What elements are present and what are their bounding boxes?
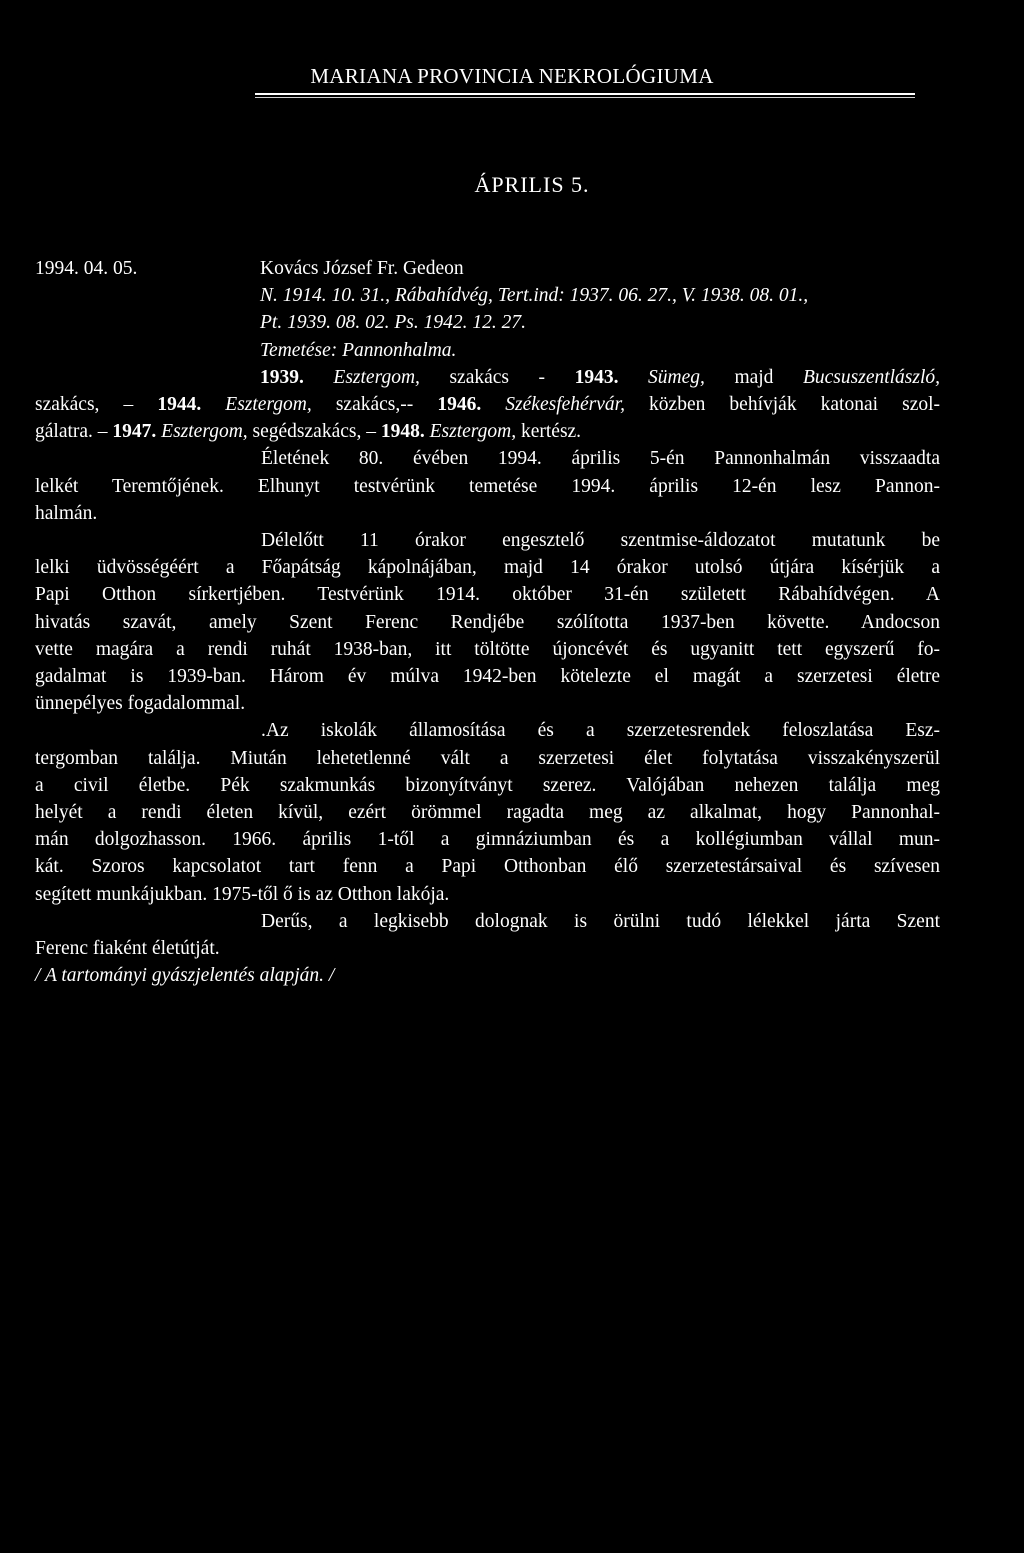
paragraph-3-line: .Az iskolák államosítása és a szerzetesrendek feloszlatása Esz- [261, 720, 940, 742]
paragraph-3-line: segített munkájukban. 1975-től ő is az Otthon lakója. [35, 883, 450, 905]
necrology-entry [35, 255, 940, 989]
person-name: Kovács József Fr. Gedeon [260, 258, 464, 279]
paragraph-2-line: gadalmat is 1939-ban. Három év múlva 1942-ben kötelezte el magát a szerzetesi életre [35, 666, 940, 688]
paragraph-3-line: a civil életbe. Pék szakmunkás bizonyítványt szerez. Valójában nehezen találja meg [35, 774, 940, 796]
paragraph-3-line: tergomban találja. Miután lehetetlenné vált a szerzetesi élet folytatása visszakényszerül [35, 747, 940, 769]
paragraph-3-line: mán dolgozhasson. 1966. április 1-től a gimnáziumban és a kollégiumban vállal mun- [35, 829, 940, 851]
date-heading: ÁPRILIS 5. [474, 172, 590, 197]
header-rule [255, 93, 915, 95]
paragraph-2-line: Délelőtt 11 órakor engesztelő szentmise-áldozatot mutatunk be [261, 530, 940, 552]
paragraph-2-line: vette magára a rendi ruhát 1938-ban, itt töltötte újoncévét és ugyanitt tett egyszerű fo- [35, 638, 940, 660]
paragraph-1-line: lelkét Teremtőjének. Elhunyt testvérünk temetése 1994. április 12-én lesz Pannon- [35, 475, 940, 497]
paragraph-3-line: kát. Szoros kapcsolatot tart fenn a Papi Otthonban élő szerzetestársaival és szívesen [35, 856, 940, 878]
paragraph-2-line: Papi Otthon sírkertjében. Testvérünk 1914. október 31-én született Rábahídvégen. A [35, 584, 940, 606]
paragraph-2-line: lelki üdvösségéért a Főapátság kápolnájában, majd 14 órakor utolsó útjára kísérjük a [35, 557, 940, 579]
header-rule-thin [255, 97, 915, 98]
source-note: / A tartományi gyászjelentés alapján. / [35, 965, 335, 987]
career-line-1: 1939. Esztergom, szakács - 1943. Sümeg, majd Bucsuszentlászló, [260, 366, 941, 388]
paragraph-1-line: Életének 80. évében 1994. április 5-én Pannonhalmán visszaadta [261, 448, 940, 470]
paragraph-2-line: ünnepélyes fogadalommal. [35, 693, 246, 715]
biographical-data-line-2: Pt. 1939. 08. 02. Ps. 1942. 12. 27. [260, 312, 526, 334]
running-header: MARIANA PROVINCIA NEKROLÓGIUMA [310, 64, 714, 88]
death-date: 1994. 04. 05. [35, 258, 138, 279]
paragraph-3-line: helyét a rendi életen kívül, ezért örömmel ragadta meg az alkalmat, hogy Pannonhal- [35, 802, 940, 824]
paragraph-4-line: Ferenc fiaként életútját. [35, 938, 220, 960]
entry-header-line [35, 255, 940, 282]
burial-place: Temetése: Pannonhalma. [260, 339, 457, 361]
paragraph-1-line: halmán. [35, 502, 98, 524]
career-line-2: szakács, – 1944. Esztergom, szakács,-- 1946. Székesfehérvár, közben behívják katonai szol- [35, 394, 941, 416]
paragraph-4-line: Derűs, a legkisebb dolognak is örülni tudó lélekkel járta Szent [261, 910, 940, 932]
career-line-3: gálatra. – 1947. Esztergom, segédszakács, – 1948. Esztergom, kertész. [35, 421, 582, 443]
paragraph-2-line: hivatás szavát, amely Szent Ferenc Rendjébe szólította 1937-ben követte. Andocson [35, 611, 940, 633]
biographical-data-line-1: N. 1914. 10. 31., Rábahídvég, Tert.ind: 1937. 06. 27., V. 1938. 08. 01., [260, 285, 809, 307]
